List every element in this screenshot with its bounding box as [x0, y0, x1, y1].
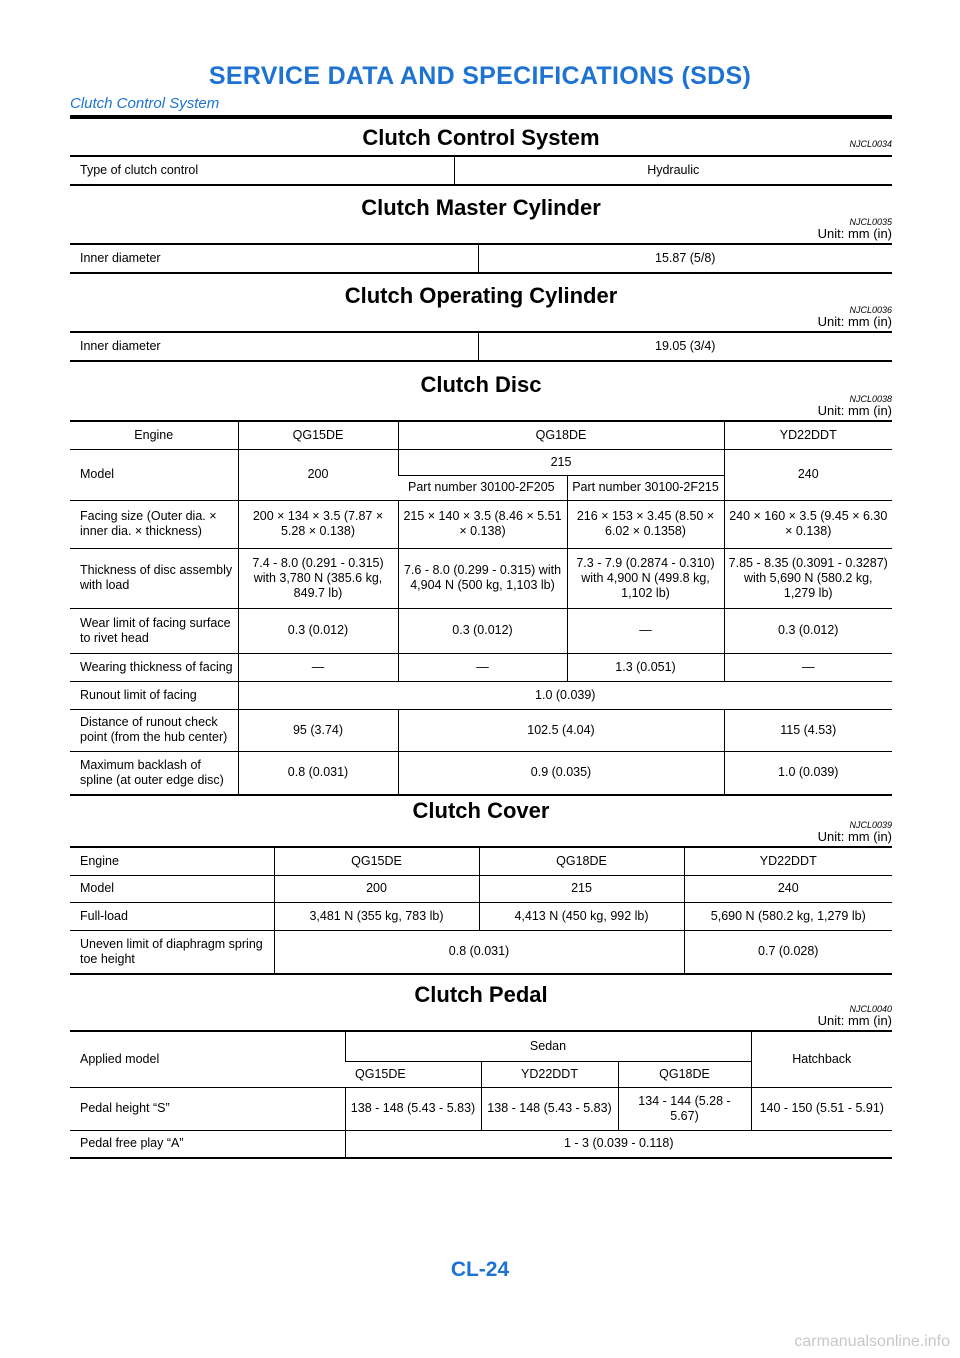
table-header-row — [70, 1031, 892, 1061]
cell: 216 × 153 × 3.45 (8.50 × 6.02 × 0.1358) — [567, 500, 724, 548]
section-clutch-pedal — [70, 974, 892, 1159]
table-row — [70, 500, 892, 548]
control-system-table — [70, 155, 892, 186]
cell: 138 - 148 (5.43 - 5.83) — [345, 1087, 481, 1130]
cell: 115 (4.53) — [724, 709, 892, 751]
header-engine: Engine — [70, 421, 238, 449]
operating-cylinder-table — [70, 331, 892, 362]
section-title: Clutch Control System — [362, 125, 600, 150]
cell: 1 - 3 (0.039 - 0.118) — [345, 1130, 892, 1158]
row-label: Distance of runout check point (from the hub center) — [70, 709, 238, 751]
section-code: NJCL0035 — [849, 217, 892, 227]
cell: 0.3 (0.012) — [724, 608, 892, 653]
row-label: Model — [70, 875, 274, 902]
section-header — [70, 119, 892, 155]
header-qg15de: QG15DE — [345, 1061, 481, 1087]
cell-model-yd22: 240 — [724, 449, 892, 500]
section-header — [70, 187, 892, 243]
section-title: Clutch Cover — [412, 798, 550, 823]
table-row — [70, 709, 892, 751]
cell: — — [567, 608, 724, 653]
cell: 7.3 - 7.9 (0.2874 - 0.310) with 4,900 N (499.8 kg, 1,102 lb) — [567, 548, 724, 608]
row-label: Runout limit of facing — [70, 681, 238, 709]
section-code: NJCL0036 — [849, 305, 892, 315]
section-code: NJCL0040 — [849, 1004, 892, 1014]
page-number: CL-24 — [450, 1258, 510, 1281]
row-label: Wearing thickness of facing — [70, 653, 238, 681]
section-code: NJCL0034 — [849, 139, 892, 149]
cell: — — [398, 653, 567, 681]
table-header-row — [70, 421, 892, 449]
cell: 0.7 (0.028) — [684, 930, 892, 974]
section-title: Clutch Pedal — [414, 982, 548, 1007]
section-unit: Unit: mm (in) — [817, 1013, 892, 1028]
cell: 0.3 (0.012) — [238, 608, 398, 653]
table-row — [70, 608, 892, 653]
header-qg15de: QG15DE — [274, 847, 479, 875]
cell: 140 - 150 (5.51 - 5.91) — [751, 1087, 892, 1130]
section-clutch-disc — [70, 363, 892, 796]
cell-part-b: Part number 30100-2F215 — [567, 475, 724, 500]
cell: 200 — [274, 875, 479, 902]
cell: 134 - 144 (5.28 - 5.67) — [618, 1087, 751, 1130]
section-unit: Unit: mm (in) — [817, 314, 892, 329]
header-qg18de: QG18DE — [398, 421, 724, 449]
row-label: Pedal free play “A” — [70, 1130, 345, 1158]
clutch-pedal-table — [70, 1030, 892, 1159]
cell: 0.3 (0.012) — [398, 608, 567, 653]
cell: 3,481 N (355 kg, 783 lb) — [274, 902, 479, 930]
section-unit: Unit: mm (in) — [817, 829, 892, 844]
table-row — [70, 1130, 892, 1158]
row-label: Applied model — [70, 1031, 345, 1087]
cell: 0.8 (0.031) — [274, 930, 684, 974]
row-label: Type of clutch control — [70, 156, 454, 185]
cell: 7.85 - 8.35 (0.3091 - 0.3287) with 5,690 N (580.2 kg, 1,279 lb) — [724, 548, 892, 608]
header-yd22ddt: YD22DDT — [481, 1061, 618, 1087]
cell: 138 - 148 (5.43 - 5.83) — [481, 1087, 618, 1130]
header-hatchback: Hatchback — [751, 1031, 892, 1087]
cell: 200 × 134 × 3.5 (7.87 × 5.28 × 0.138) — [238, 500, 398, 548]
row-label: Uneven limit of diaphragm spring toe height — [70, 930, 274, 974]
cell: 1.0 (0.039) — [238, 681, 892, 709]
cell: 4,413 N (450 kg, 992 lb) — [479, 902, 684, 930]
cell-part-a: Part number 30100-2F205 — [398, 475, 567, 500]
table-row — [70, 875, 892, 902]
header-engine: Engine — [70, 847, 274, 875]
row-label: Wear limit of facing surface to rivet head — [70, 608, 238, 653]
cell: 7.4 - 8.0 (0.291 - 0.315) with 3,780 N (385.6 kg, 849.7 lb) — [238, 548, 398, 608]
watermark: carmanualsonline.info — [794, 1333, 950, 1350]
row-label: Thickness of disc assembly with load — [70, 548, 238, 608]
header-qg15de: QG15DE — [238, 421, 398, 449]
section-unit: Unit: mm (in) — [817, 226, 892, 241]
page-subtitle: Clutch Control System — [70, 95, 220, 112]
row-label: Pedal height “S” — [70, 1087, 345, 1130]
section-code: NJCL0038 — [849, 394, 892, 404]
table-header-row — [70, 847, 892, 875]
header-yd22ddt: YD22DDT — [684, 847, 892, 875]
cell: 240 — [684, 875, 892, 902]
page-title: SERVICE DATA AND SPECIFICATIONS (SDS) — [208, 62, 752, 90]
section-header — [70, 974, 892, 1030]
table-row — [70, 653, 892, 681]
clutch-disc-table — [70, 420, 892, 796]
header-sedan: Sedan — [345, 1031, 751, 1061]
header-qg18de: QG18DE — [479, 847, 684, 875]
row-value: Hydraulic — [454, 156, 892, 185]
row-label: Facing size (Outer dia. × inner dia. × thickness) — [70, 500, 238, 548]
cell: 215 — [479, 875, 684, 902]
section-code: NJCL0039 — [849, 820, 892, 830]
cell: 1.0 (0.039) — [724, 751, 892, 795]
table-row — [70, 1087, 892, 1130]
section-header — [70, 790, 892, 846]
clutch-cover-table — [70, 846, 892, 975]
cell: — — [238, 653, 398, 681]
row-label: Inner diameter — [70, 244, 478, 273]
cell: 5,690 N (580.2 kg, 1,279 lb) — [684, 902, 892, 930]
cell: 0.8 (0.031) — [238, 751, 398, 795]
row-value: 19.05 (3/4) — [478, 332, 892, 361]
header-yd22ddt: YD22DDT — [724, 421, 892, 449]
cell: 1.3 (0.051) — [567, 653, 724, 681]
cell: 240 × 160 × 3.5 (9.45 × 6.30 × 0.138) — [724, 500, 892, 548]
section-operating-cylinder — [70, 275, 892, 362]
table-row — [70, 332, 892, 361]
header-qg18de: QG18DE — [618, 1061, 751, 1087]
cell: — — [724, 653, 892, 681]
section-control-system — [70, 119, 892, 186]
section-title: Clutch Master Cylinder — [361, 195, 601, 220]
section-clutch-cover — [70, 790, 892, 975]
table-row — [70, 930, 892, 974]
cell: 0.9 (0.035) — [398, 751, 724, 795]
table-row — [70, 548, 892, 608]
cell-model-qg18: 215 — [398, 449, 724, 475]
row-label: Full-load — [70, 902, 274, 930]
row-label: Model — [70, 449, 238, 500]
cell: 102.5 (4.04) — [398, 709, 724, 751]
table-row — [70, 156, 892, 185]
section-master-cylinder — [70, 187, 892, 274]
section-unit: Unit: mm (in) — [817, 403, 892, 418]
cell: 95 (3.74) — [238, 709, 398, 751]
section-header — [70, 275, 892, 331]
row-label: Inner diameter — [70, 332, 478, 361]
table-row — [70, 902, 892, 930]
table-row — [70, 449, 892, 475]
cell: 7.6 - 8.0 (0.299 - 0.315) with 4,904 N (500 kg, 1,103 lb) — [398, 548, 567, 608]
row-label: Maximum backlash of spline (at outer edge disc) — [70, 751, 238, 795]
cell: 215 × 140 × 3.5 (8.46 × 5.51 × 0.138) — [398, 500, 567, 548]
master-cylinder-table — [70, 243, 892, 274]
row-value: 15.87 (5/8) — [478, 244, 892, 273]
table-row — [70, 681, 892, 709]
section-header — [70, 363, 892, 420]
section-title: Clutch Disc — [420, 372, 542, 397]
section-title: Clutch Operating Cylinder — [344, 283, 618, 308]
table-row — [70, 244, 892, 273]
cell-model-qg15: 200 — [238, 449, 398, 500]
table-row — [70, 751, 892, 795]
